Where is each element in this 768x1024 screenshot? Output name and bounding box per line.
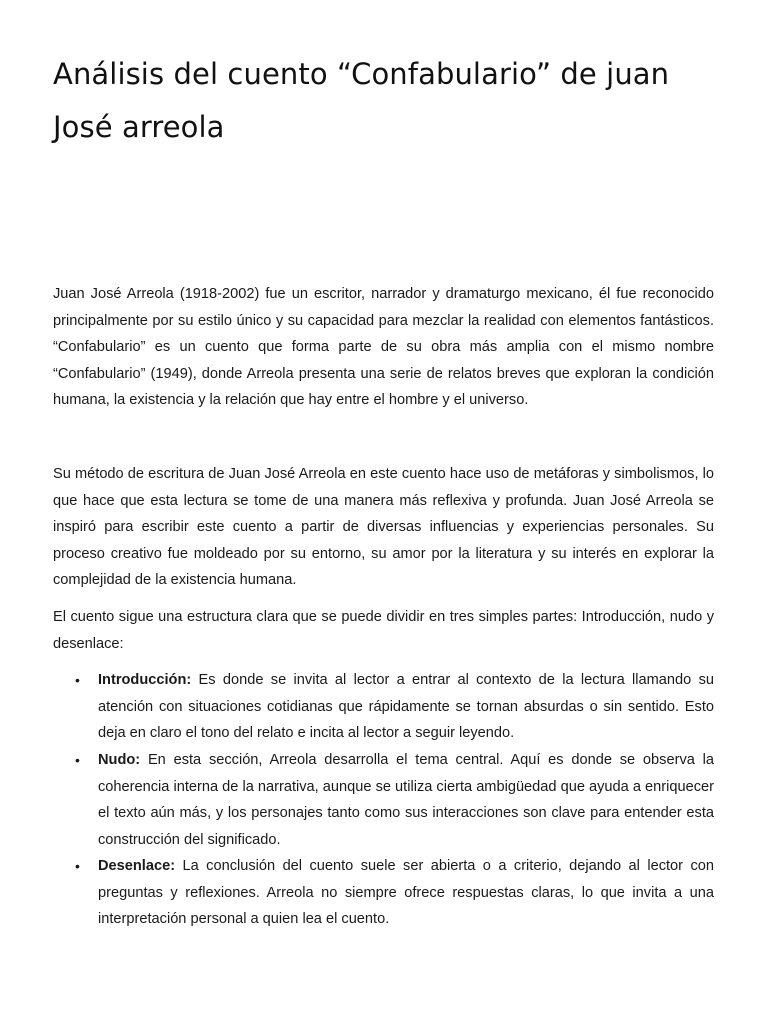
paragraph-method: Su método de escritura de Juan José Arreola en este cuento hace uso de metáforas y simbolismos, lo que hace que esta lectura se tome de una manera más reflexiva y profunda. Juan José Arreola se inspiró para escribir este cuento a partir de diversas influencias y experiencias personales. Su proceso creativo fue moldeado por su entorno, su amor por la literatura y su interés en explorar la complejidad de la existencia humana.: [53, 465, 714, 589]
list-item-text: Es donde se invita al lector a entrar al contexto de la lectura llamando su atención con situaciones cotidianas que rápidamente se tornan absurdas o sin sentido. Esto deja en claro el tono del relato e incita al lector a seguir leyendo.: [98, 672, 714, 742]
bullet-icon: •: [75, 751, 80, 768]
bullet-icon: •: [75, 672, 80, 689]
structure-list: [53, 667, 714, 933]
list-item-desenlace: [75, 853, 714, 933]
paragraph-intro: Juan José Arreola (1918-2002) fue un escritor, narrador y dramaturgo mexicano, él fue reconocido principalmente por su estilo único y su capacidad para mezclar la realidad con elementos fantásticos. “Confabulario” es un cuento que forma parte de su obra más amplia con el mismo nombre “Confabulario” (1949), donde Arreola presenta una serie de relatos breves que exploran la condición humana, la existencia y la relación que hay entre el hombre y el universo.: [53, 286, 714, 409]
document-page: [53, 0, 714, 933]
document-title: Análisis del cuento “Confabulario” de juan José arreola: [53, 57, 670, 144]
list-item-label: Introducción:: [98, 672, 192, 689]
list-item-text: La conclusión del cuento suele ser abierta o a criterio, dejando al lector con preguntas y reflexiones. Arreola no siempre ofrece respuestas claras, lo que invita a una interpretación personal a quien lea el cuento.: [98, 858, 714, 928]
list-item-nudo: [75, 747, 714, 853]
list-item-introduccion: [75, 667, 714, 747]
bullet-icon: •: [75, 858, 80, 875]
list-item-label: Desenlace:: [98, 858, 176, 875]
paragraph-structure: El cuento sigue una estructura clara que se puede dividir en tres simples partes: Introducción, nudo y desenlace:: [53, 608, 714, 652]
list-item-text: En esta sección, Arreola desarrolla el tema central. Aquí es donde se observa la coherencia interna de la narrativa, aunque se utiliza cierta ambigüedad que ayuda a enriquecer el texto aún más, y los personajes tanto como sus interacciones son clave para entender esta construcción del significado.: [98, 751, 714, 848]
list-item-label: Nudo:: [98, 751, 141, 768]
